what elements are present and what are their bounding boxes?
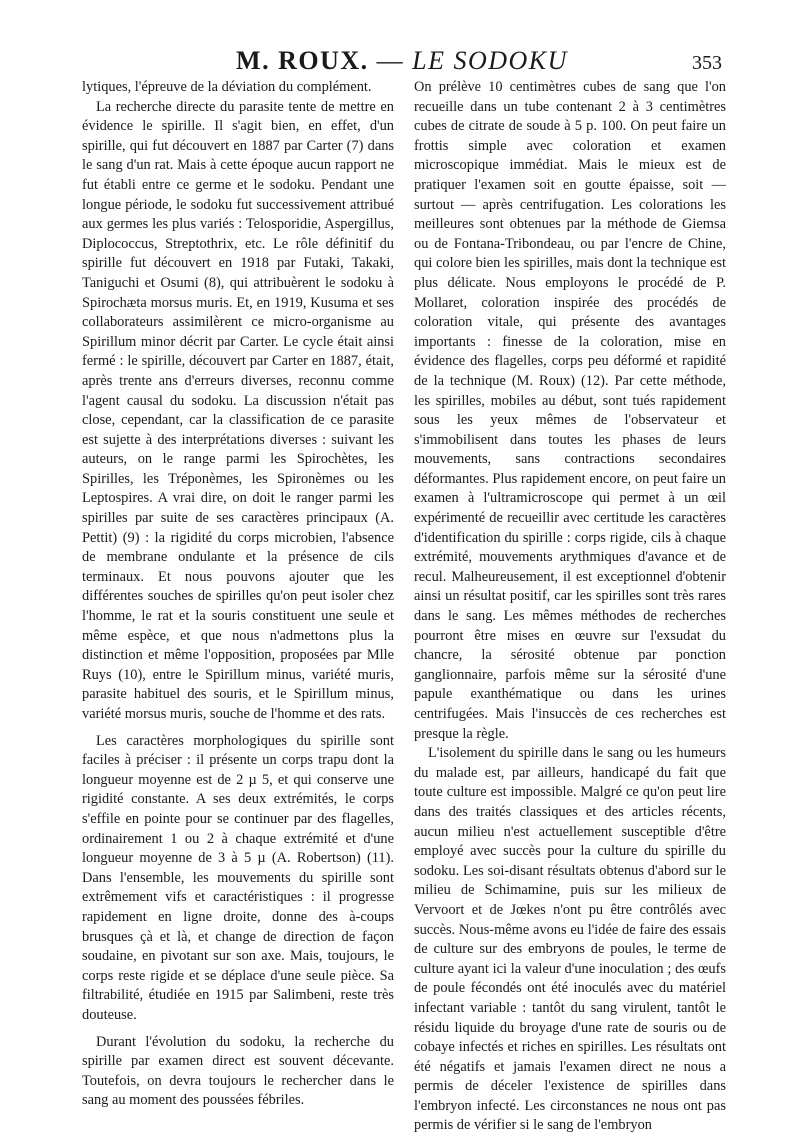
paragraph: Les caractères morphologiques du spirille sont faciles à préciser : il présente un corps trapu dont la longueur moyenne est de 2 µ 5, et qui conserve une rigidité constante. A ses deux extrémités, le corps s'effile en pointe pour se continuer par des flagelles, ordinairement 1 ou 2 à chaque extrémité et d'une longueur moyenne de 3 à 5 µ (A. Robertson) (11). Dans l'ensemble, les mouvements du spirille sont extrêmement vifs et caractéristiques : il progresse rapidement en ligne droite, donne des à-coups brusques çà et là, et change de direction de façon soudaine, en pivotant sur son axe. Mais, toujours, le corps reste rigide et se déplace d'une seule pièce. Sa filtrabilité, étudiée en 1915 par Salimbeni, reste très douteuse. (82, 732, 394, 1023)
article-title: LE SODOKU (412, 46, 568, 75)
paragraph: La recherche directe du parasite tente de mettre en évidence le spirille. Il s'agit bien, en effet, d'un spirille, qui fut découvert en 1887 par Carter (7) dans le sang d'un rat. Mais à cette époque aucun rapport ne fut établi entre ce germe et le sodoku. Pendant une longue période, le sodoku fut successivement attribué aux germes les plus variés : Telosporidie, Aspergillus, Diplococcus, Streptothrix, etc. Le rôle définitif du spirille fut découvert en 1918 par Futaki, Takaki, Taniguchi et Osumi (8), qui attribuèrent le sodoku à Spirochæta morsus muris. Et, en 1919, Kusuma et ses collaborateurs assimilèrent ce micro-organisme au Spirillum minor décrit par Carter. Le cycle était ainsi fermé : le spirille, découvert par Carter en 1887, était, après trente ans d'erreurs diverses, reconnu comme l'agent causal du sodoku. La discussion n'était pas close, cependant, car la classification de ce parasite est sujette à des interprétations diverses : suivant les auteurs, on le range parmi les Spirochètes, les Spirilles, les Tréponèmes, les Spironèmes ou les Leptospires. A vrai dire, on doit le ranger parmi les spirilles par suite de ses caractères principaux (A. Pettit) (9) : la rigidité du corps microbien, l'absence de membrane ondulante et la présence de cils terminaux. Et nous pouvons ajouter que les différentes souches de spirilles qu'on peut isoler chez l'homme, le rat et la souris constituent une seule et même espèce, et que nous n'admettons plus la distinction et même l'opposition, proposées par Mlle Ruys (10), entre le Spirillum minus, variété muris, parasite habituel des souris, et le Spirillum minus, variété morsus muris, souche de l'homme et des rats. (82, 98, 394, 722)
paragraph: On prélève 10 centimètres cubes de sang que l'on recueille dans un tube contenant 2 à 3 centimètres cubes de citrate de soude à 5 p. 100. On peut faire un frottis simple avec coloration et examen microscopique immédiat. Mais le mieux est de pratiquer l'examen soit en goutte épaisse, soit — surtout — après centrifugation. Les colorations les meilleures sont obtenues par la méthode de Giemsa ou de Fontana-Tribondeau, ou par l'encre de Chine, qui colore bien les spirilles, mais dont la technique est plus délicate. Nous employons le procédé de P. Mollaret, coloration inspirée des procédés de coloration vitale, qui présente des avantages importants : finesse de la coloration, mise en évidence des flagelles, corps peu déformé et rapidité de la technique (M. Roux) (12). Par cette méthode, les spirilles, mobiles au début, sont tués rapidement sous les yeux mêmes de l'observateur et s'immobilisent dans toutes les phases de leurs mouvements, sans contractions secondaires déformantes. Plus rapidement encore, on peut faire un examen à l'ultramicroscope qui permet à un œil expérimenté de recueillir avec certitude les caractères d'identification du spirille : corps rigide, cils à chaque extrémité, mouvements arythmiques d'avance et de recul. Malheureusement, il est exceptionnel d'obtenir ainsi un résultat positif, car les spirilles sont très rares dans le sang. Les mêmes méthodes de recherches pourront être mises en œuvre sur l'exsudat du chancre, la sérosité obtenue par ponction ganglionnaire, parfois même sur la sérosité d'une papule exanthématique ou dans les urines centrifugées. Mais l'insuccès de ces recherches est presque la règle. (414, 79, 726, 742)
paragraph: lytiques, l'épreuve de la déviation du complément. (82, 79, 372, 95)
title-separator: — (376, 46, 405, 75)
running-header (82, 40, 722, 80)
paragraph: L'isolement du spirille dans le sang ou les humeurs du malade est, par ailleurs, handicapé du fait que toute culture est impossible. Malgré ce qu'on peut lire dans des traités classiques et des articles récents, aucun milieu n'est actuellement susceptible d'être employé avec succès pour la culture du spirille du sodoku. Les soi-disant résultats obtenus d'abord sur le milieu de Schimamine, puis sur les milieux de Vervoort et de Jœkes n'ont pu être contrôlés avec succès. Nous-même avons eu l'idée de faire des essais de culture sur des embryons de poules, le terme de culture ayant ici la valeur d'une inoculation ; des œufs de poule fécondés ont été inoculés avec du matériel infectant variable : tantôt du sang virulent, tantôt le résidu liquide du broyage d'une rate de souris ou de cobaye infectés et riches en spirilles. Les résultats ont été négatifs et jamais l'examen direct ne nous a permis de déceler l'existence de spirilles dans l'embryon infecté. Les circonstances ne nous ont pas permis de vérifier si le sang de l'embryon (414, 745, 726, 1134)
page-number: 353 (692, 52, 722, 74)
left-column (82, 78, 394, 1111)
right-column (414, 78, 726, 1136)
paragraph: Durant l'évolution du sodoku, la recherche du spirille par examen direct est souvent décevante. Toutefois, on devra toujours le rechercher dans le sang au moment des poussées fébriles. (82, 1033, 394, 1109)
running-title (82, 46, 722, 76)
author-name: M. ROUX. (236, 46, 369, 75)
